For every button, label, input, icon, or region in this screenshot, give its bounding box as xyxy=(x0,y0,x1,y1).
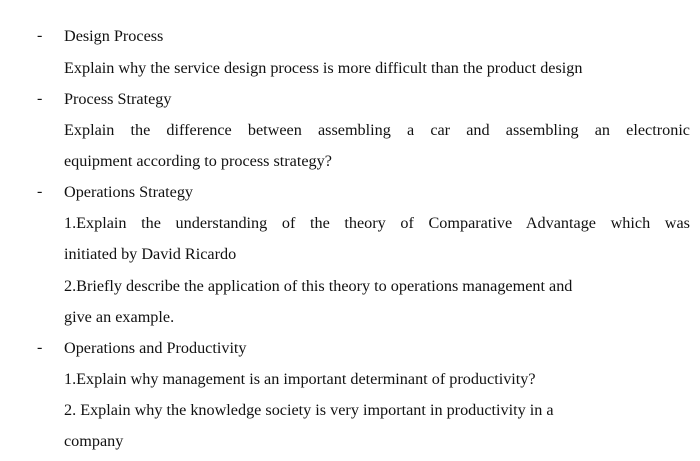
section-text-line: equipment according to process strategy? xyxy=(64,152,332,170)
section-heading-design-process: Design Process xyxy=(64,27,164,45)
section-text-line: 1.Explain why management is an important determinant of productivity? xyxy=(64,370,536,388)
section-text-line: Explain the difference between assembling a car and assembling an electronic xyxy=(64,121,690,139)
section-heading-process-strategy: Process Strategy xyxy=(64,90,172,108)
section-text-line: 2. Explain why the knowledge society is very important in productivity in a xyxy=(64,401,554,419)
bullet-dash: - xyxy=(37,339,43,356)
bullet-dash: - xyxy=(37,90,43,107)
section-text-line: Explain why the service design process is more difficult than the product design xyxy=(64,59,583,77)
section-heading-operations-and-productivity: Operations and Productivity xyxy=(64,339,247,357)
section-text-line: 1.Explain the understanding of the theory of Comparative Advantage which was xyxy=(64,214,690,232)
bullet-dash: - xyxy=(37,27,43,44)
section-text-line: give an example. xyxy=(64,308,175,326)
bullet-dash: - xyxy=(37,183,43,200)
section-heading-operations-strategy: Operations Strategy xyxy=(64,183,194,201)
section-text-line: 2.Briefly describe the application of this theory to operations management and xyxy=(64,277,573,295)
section-text-line: initiated by David Ricardo xyxy=(64,245,237,263)
section-text-line: company xyxy=(64,432,124,450)
